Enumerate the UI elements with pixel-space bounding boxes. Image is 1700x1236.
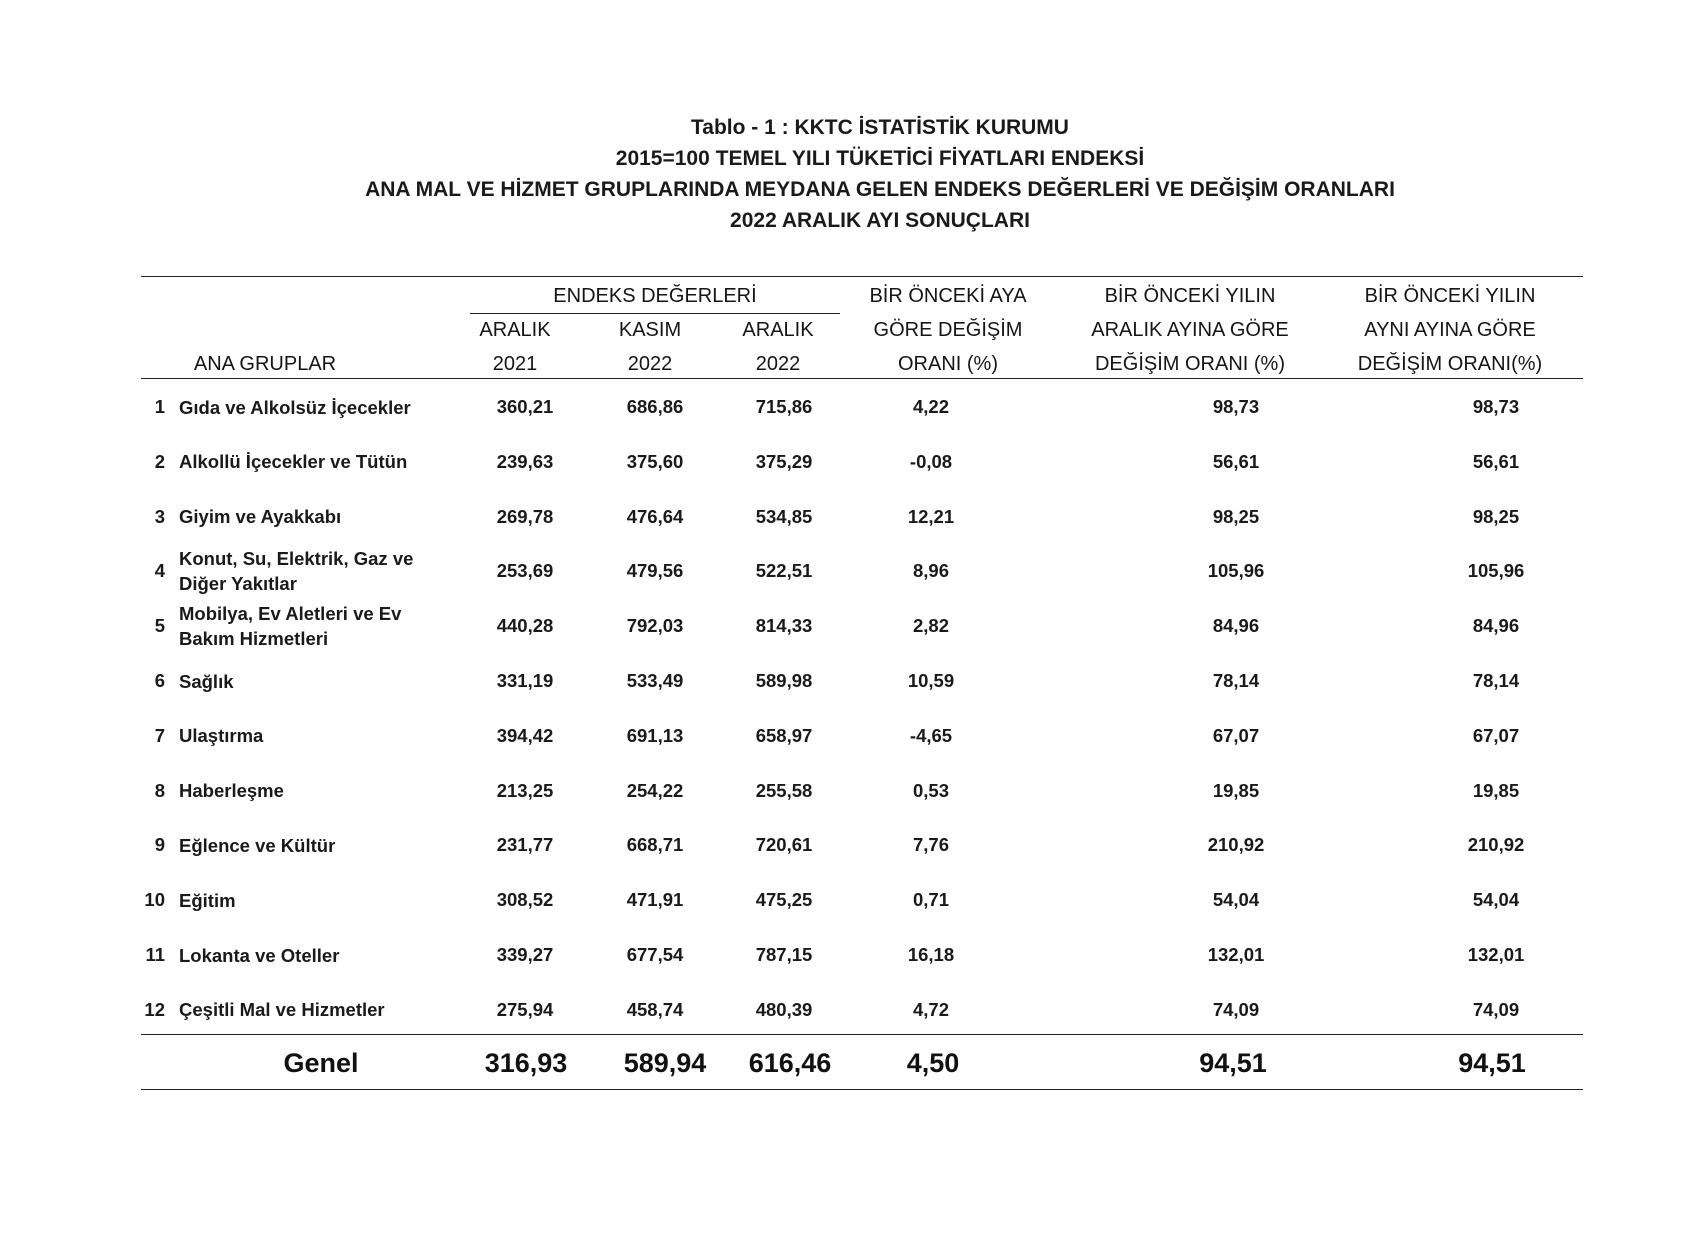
row-value-col1: 440,28 — [496, 615, 554, 637]
row-number: 1 — [154, 396, 165, 417]
genel-col1: 316,93 — [484, 1047, 568, 1078]
header-col4-line3: ORANI (%) — [898, 353, 998, 375]
header-col3-line2: 2022 — [755, 353, 801, 375]
genel-row — [141, 1034, 1583, 1092]
header-col2-line2: 2022 — [627, 353, 673, 375]
row-value-col5: 98,25 — [1212, 505, 1260, 527]
header-col5-line1: BİR ÖNCEKİ YILIN — [1104, 285, 1276, 307]
row-value-col4: -0,08 — [909, 450, 953, 472]
genel-col3: 616,46 — [748, 1047, 832, 1078]
row-value-col1: 213,25 — [496, 779, 554, 801]
row-value-col2: 533,49 — [626, 670, 684, 691]
row-value-col4: 4,22 — [912, 396, 949, 417]
row-value-col2: 677,54 — [626, 944, 684, 965]
row-value-col4: 8,96 — [912, 560, 949, 582]
header-col6-line1: BİR ÖNCEKİ YILIN — [1364, 285, 1536, 307]
table-row — [141, 984, 1583, 1036]
row-value-col1: 269,78 — [496, 505, 554, 527]
row-number: 5 — [154, 615, 165, 637]
row-value-col5: 56,61 — [1212, 450, 1260, 472]
row-value-col6: 84,96 — [1472, 615, 1520, 637]
genel-col5: 94,51 — [1199, 1047, 1267, 1078]
row-value-col6: 78,14 — [1472, 670, 1520, 691]
row-value-col3: 715,86 — [755, 396, 813, 417]
row-value-col6: 67,07 — [1472, 724, 1520, 746]
row-value-col5: 54,04 — [1212, 889, 1260, 911]
row-value-col1: 394,42 — [496, 724, 554, 746]
genel-col6: 94,51 — [1458, 1047, 1526, 1078]
row-value-col6: 98,73 — [1472, 396, 1520, 417]
header-col5-line3: DEĞİŞİM ORANI (%) — [1094, 353, 1285, 375]
row-value-col4: -4,65 — [909, 724, 953, 746]
row-value-col1: 360,21 — [496, 396, 554, 417]
row-value-col2: 375,60 — [626, 450, 684, 472]
row-value-col4: 10,59 — [907, 670, 955, 691]
row-value-col6: 105,96 — [1467, 560, 1525, 582]
title-line-4: 2022 ARALIK AYI SONUÇLARI — [730, 209, 1030, 232]
genel-col4: 4,50 — [906, 1047, 960, 1078]
row-number: 9 — [154, 834, 165, 856]
row-number: 7 — [154, 724, 165, 746]
genel-label: Genel — [283, 1047, 359, 1078]
table-row — [141, 874, 1583, 926]
row-number: 6 — [154, 670, 165, 691]
row-group-name: Sağlık — [179, 670, 234, 692]
table-row — [141, 765, 1583, 817]
row-value-col1: 231,77 — [496, 834, 554, 856]
header-col6-line2: AYNI AYINA GÖRE — [1364, 319, 1536, 341]
row-value-col3: 658,97 — [755, 724, 813, 746]
row-value-col3: 814,33 — [755, 615, 813, 637]
row-number: 8 — [154, 779, 165, 801]
table-row — [141, 436, 1583, 488]
row-group-name: Çeşitli Mal ve Hizmetler — [179, 999, 385, 1021]
header-col4-line1: BİR ÖNCEKİ AYA — [869, 285, 1027, 307]
row-value-col6: 98,25 — [1472, 505, 1520, 527]
table-row — [141, 655, 1583, 707]
header-col3-line1: ARALIK — [742, 319, 814, 341]
row-number: 4 — [154, 560, 165, 582]
row-group-name: Ulaştırma — [179, 725, 264, 747]
row-value-col1: 253,69 — [496, 560, 554, 582]
row-value-col1: 339,27 — [496, 944, 554, 965]
header-col6-line3: DEĞİŞİM ORANI(%) — [1357, 353, 1543, 375]
row-group-name: Giyim ve Ayakkabı — [179, 506, 342, 528]
title-line-2: 2015=100 TEMEL YILI TÜKETİCİ FİYATLARI ENDEKSİ — [615, 147, 1145, 170]
genel-col2: 589,94 — [623, 1047, 707, 1078]
row-group-name: Alkollü İçecekler ve Tütün — [179, 451, 408, 473]
table-row — [141, 381, 1583, 433]
table-row — [141, 600, 1583, 652]
table-title — [0, 112, 1700, 236]
row-value-col2: 691,13 — [626, 724, 684, 746]
table-row — [141, 929, 1583, 981]
row-value-col3: 375,29 — [755, 450, 813, 472]
row-value-col3: 534,85 — [755, 505, 813, 527]
row-value-col5: 78,14 — [1212, 670, 1260, 691]
row-value-col6: 56,61 — [1472, 450, 1520, 472]
header-ana-gruplar: ANA GRUPLAR — [193, 353, 337, 375]
row-value-col4: 4,72 — [912, 998, 949, 1020]
row-value-col4: 12,21 — [907, 505, 955, 527]
table-row — [141, 819, 1583, 871]
row-number: 2 — [154, 450, 165, 472]
row-value-col6: 74,09 — [1472, 998, 1520, 1020]
row-value-col5: 19,85 — [1212, 779, 1260, 801]
row-value-col6: 54,04 — [1472, 889, 1520, 911]
header-bottom-rule — [141, 378, 1583, 379]
row-value-col2: 471,91 — [626, 889, 684, 911]
header-endeks-degerleri: ENDEKS DEĞERLERİ — [553, 285, 757, 307]
row-group-name: Lokanta ve Oteller — [179, 944, 340, 966]
row-value-col4: 0,53 — [912, 779, 949, 801]
row-value-col5: 67,07 — [1212, 724, 1260, 746]
row-value-col1: 275,94 — [496, 998, 554, 1020]
row-value-col4: 16,18 — [907, 944, 955, 965]
row-value-col2: 476,64 — [626, 505, 684, 527]
row-value-col5: 74,09 — [1212, 998, 1260, 1020]
row-group-name: Konut, Su, Elektrik, Gaz ve Diğer Yakıtlar — [179, 548, 414, 595]
row-value-col5: 98,73 — [1212, 396, 1260, 417]
row-value-col6: 132,01 — [1467, 944, 1525, 965]
row-value-col1: 239,63 — [496, 450, 554, 472]
row-value-col2: 479,56 — [626, 560, 684, 582]
row-value-col4: 7,76 — [912, 834, 949, 856]
row-value-col4: 2,82 — [912, 615, 949, 637]
row-group-name: Eğitim — [179, 889, 236, 911]
header-col1-line2: 2021 — [492, 353, 538, 375]
table-row — [141, 545, 1583, 597]
row-value-col3: 787,15 — [755, 944, 813, 965]
title-line-1: Tablo - 1 : KKTC İSTATİSTİK KURUMU — [691, 116, 1069, 139]
row-value-col5: 105,96 — [1207, 560, 1265, 582]
row-value-col3: 589,98 — [755, 670, 813, 691]
header-col5-line2: ARALIK AYINA GÖRE — [1091, 319, 1289, 341]
row-value-col2: 686,86 — [626, 396, 684, 417]
row-value-col2: 668,71 — [626, 834, 684, 856]
row-group-name: Eğlence ve Kültür — [179, 834, 336, 856]
row-number: 3 — [154, 505, 165, 527]
header-col2-line1: KASIM — [618, 319, 682, 341]
header-col4-line2: GÖRE DEĞİŞİM — [873, 319, 1023, 341]
row-value-col3: 255,58 — [755, 779, 813, 801]
row-value-col3: 522,51 — [755, 560, 813, 582]
row-group-name: Haberleşme — [179, 780, 284, 802]
row-value-col5: 132,01 — [1207, 944, 1265, 965]
table-row — [141, 710, 1583, 762]
row-group-name: Mobilya, Ev Aletleri ve Ev Bakım Hizmetleri — [179, 603, 402, 650]
table-row — [141, 491, 1583, 543]
row-value-col1: 308,52 — [496, 889, 554, 911]
row-value-col6: 19,85 — [1472, 779, 1520, 801]
row-value-col3: 720,61 — [755, 834, 813, 856]
row-number: 10 — [144, 889, 165, 911]
row-value-col3: 480,39 — [755, 998, 813, 1020]
row-value-col2: 458,74 — [626, 998, 684, 1020]
row-value-col1: 331,19 — [496, 670, 554, 691]
row-value-col2: 792,03 — [626, 615, 684, 637]
row-value-col4: 0,71 — [912, 889, 949, 911]
row-value-col5: 210,92 — [1207, 834, 1265, 856]
row-group-name: Gıda ve Alkolsüz İçecekler — [179, 396, 411, 418]
title-line-3: ANA MAL VE HİZMET GRUPLARINDA MEYDANA GELEN ENDEKS DEĞERLERİ VE DEĞİŞİM ORANLARI — [365, 178, 1395, 201]
row-number: 12 — [144, 998, 165, 1020]
row-value-col3: 475,25 — [755, 889, 813, 911]
header-col1-line1: ARALIK — [479, 319, 551, 341]
table-top-rule — [141, 276, 1583, 277]
row-value-col6: 210,92 — [1467, 834, 1525, 856]
table-bottom-rule — [141, 1089, 1583, 1090]
row-number: 11 — [145, 944, 165, 965]
row-value-col5: 84,96 — [1212, 615, 1260, 637]
row-value-col2: 254,22 — [626, 779, 684, 801]
